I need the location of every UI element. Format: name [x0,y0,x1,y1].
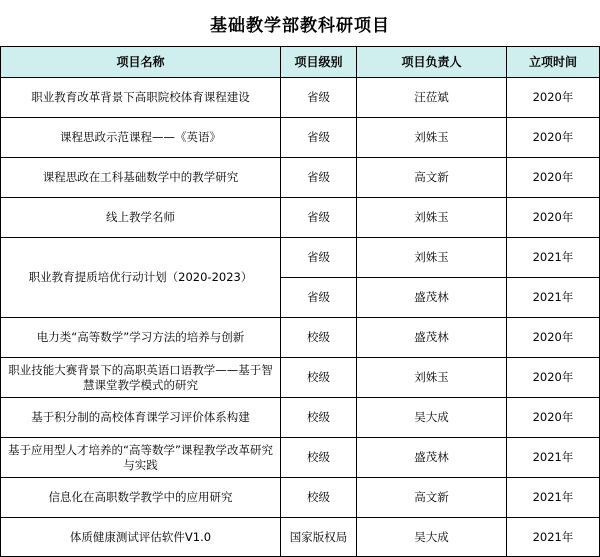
table-row [1,158,600,198]
cell-leader: 刘姝玉 [357,118,507,158]
cell-leader: 刘姝玉 [357,358,507,398]
cell-name: 基于积分制的高校体育课学习评价体系构建 [1,398,281,438]
header-level: 项目级别 [281,47,357,78]
cell-level: 省级 [281,158,357,198]
cell-leader: 高文新 [357,158,507,198]
cell-name: 职业教育改革背景下高职院校体育课程建设 [1,78,281,118]
cell-leader: 盛茂林 [357,438,507,478]
table-row [1,318,600,358]
cell-year: 2021年 [507,478,600,518]
cell-leader: 盛茂林 [357,278,507,318]
cell-name: 线上教学名师 [1,198,281,238]
cell-name: 体质健康测试评估软件V1.0 [1,518,281,557]
cell-level: 国家版权局 [281,518,357,557]
table-row [1,398,600,438]
cell-year: 2020年 [507,198,600,238]
cell-year: 2021年 [507,438,600,478]
cell-name: 基于应用型人才培养的“高等数学”课程教学改革研究与实践 [1,438,281,478]
table-row [1,118,600,158]
cell-leader: 高文新 [357,478,507,518]
cell-level: 校级 [281,478,357,518]
cell-level: 校级 [281,438,357,478]
title-bar [0,0,600,46]
cell-level: 校级 [281,358,357,398]
page-title: 基础教学部教科研项目 [210,15,390,36]
cell-name: 信息化在高职数学教学中的应用研究 [1,478,281,518]
cell-leader: 刘姝玉 [357,198,507,238]
cell-leader: 吴大成 [357,518,507,557]
cell-leader: 盛茂林 [357,318,507,358]
cell-year: 2021年 [507,518,600,557]
cell-level: 省级 [281,78,357,118]
cell-name: 电力类“高等数学”学习方法的培养与创新 [1,318,281,358]
table-row [1,438,600,478]
cell-level: 省级 [281,278,357,318]
cell-year: 2020年 [507,318,600,358]
cell-year: 2020年 [507,358,600,398]
table-row [1,358,600,398]
cell-name: 课程思政在工科基础数学中的教学研究 [1,158,281,198]
cell-name: 课程思政示范课程——《英语》 [1,118,281,158]
cell-level: 省级 [281,198,357,238]
cell-year: 2021年 [507,238,600,278]
cell-year: 2021年 [507,278,600,318]
table-row [1,478,600,518]
table-row [1,238,600,278]
cell-year: 2020年 [507,78,600,118]
cell-leader: 刘姝玉 [357,238,507,278]
cell-year: 2020年 [507,118,600,158]
header-leader: 项目负责人 [357,47,507,78]
cell-level: 省级 [281,118,357,158]
cell-level: 校级 [281,398,357,438]
cell-leader: 汪莅斌 [357,78,507,118]
table-row [1,518,600,557]
cell-level: 省级 [281,238,357,278]
header-row [1,47,600,78]
cell-name: 职业教育提质培优行动计划（2020-2023） [1,238,281,318]
projects-table [0,46,600,557]
cell-name: 职业技能大赛背景下的高职英语口语教学——基于智慧课堂教学模式的研究 [1,358,281,398]
cell-leader: 吴大成 [357,398,507,438]
cell-year: 2020年 [507,398,600,438]
table-row [1,198,600,238]
header-name: 项目名称 [1,47,281,78]
header-year: 立项时间 [507,47,600,78]
cell-year: 2020年 [507,158,600,198]
cell-level: 校级 [281,318,357,358]
table-row [1,78,600,118]
